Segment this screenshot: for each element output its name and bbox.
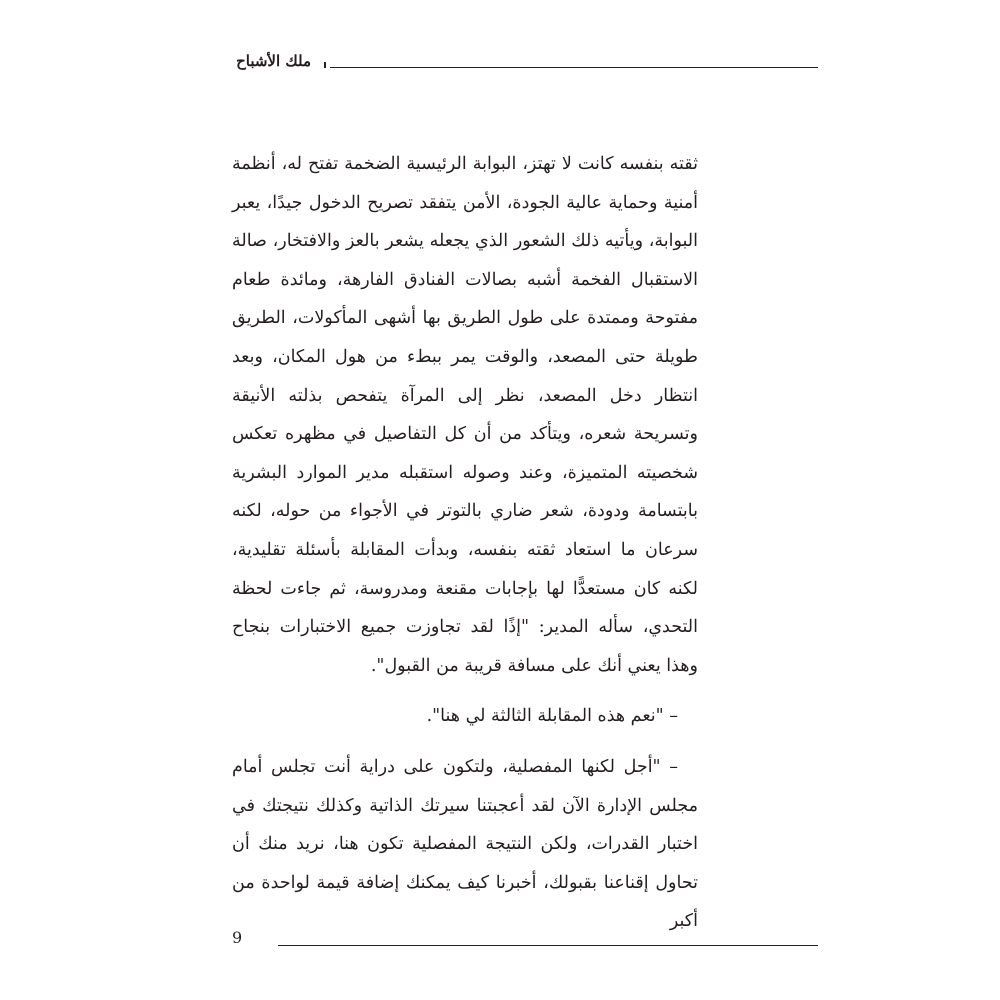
- footer-rule: [278, 945, 818, 946]
- paragraph-narrative: ثقته بنفسه كانت لا تهتز، البوابة الرئيسية الضخمة تفتح له، أنظمة أمنية وحماية عالية الجودة، الأمن يتفقد تصريح الدخول جيدًا، يعبر البوابة، ويأتيه ذلك الشعور الذي يجعله يشعر بالعز والافتخار، صالة الاستقبال الفخمة أشبه بصالات الفنادق الفارهة، ومائدة طعام مفتوحة وممتدة على طول الطريق بها أشهى المأكولات، الطريق طويلة حتى المصعد، والوقت يمر ببطء من هول المكان، وبعد انتظار دخل المصعد، نظر إلى المرآة يتفحص بذلته الأنيقة وتسريحة شعره، ويتأكد من أن كل التفاصيل في مظهره تعكس شخصيته المتميزة، وعند وصوله استقبله مدير الموارد البشرية بابتسامة ودودة، شعر ضاري بالتوتر في الأجواء من حوله، لكنه سرعان ما استعاد ثقته بنفسه، وبدأت المقابلة بأسئلة تقليدية، لكنه كان مستعدًّا لها بإجابات مقنعة ومدروسة، ثم جاءت لحظة التحدي، سأله المدير: "إذًا لقد تجاوزت جميع الاختبارات بنجاح وهذا يعني أنك على مسافة قريبة من القبول".: [232, 154, 698, 676]
- book-title: ملك الأشباح: [236, 52, 311, 70]
- header-ornament: [324, 62, 326, 68]
- paragraph-dialogue-reply: – "نعم هذه المقابلة الثالثة لي هنا".: [426, 706, 678, 727]
- page-number: 9: [232, 928, 243, 947]
- running-header: [238, 50, 818, 80]
- header-rule: [330, 67, 818, 68]
- page-footer: [232, 928, 818, 952]
- paragraph-dialogue-question: – "أجل لكنها المفصلية، ولتكون على دراية أنت تجلس أمام مجلس الإدارة الآن لقد أعجبتنا سيرتك الذاتية وكذلك نتيجتك في اختبار القدرات، ولكن النتيجة المفصلية تكون هنا، نريد منك أن تحاول إقناعنا بقبولك، أخبرنا كيف يمكنك إضافة قيمة لواحدة من أكبر: [232, 756, 698, 932]
- page-body: [232, 145, 698, 941]
